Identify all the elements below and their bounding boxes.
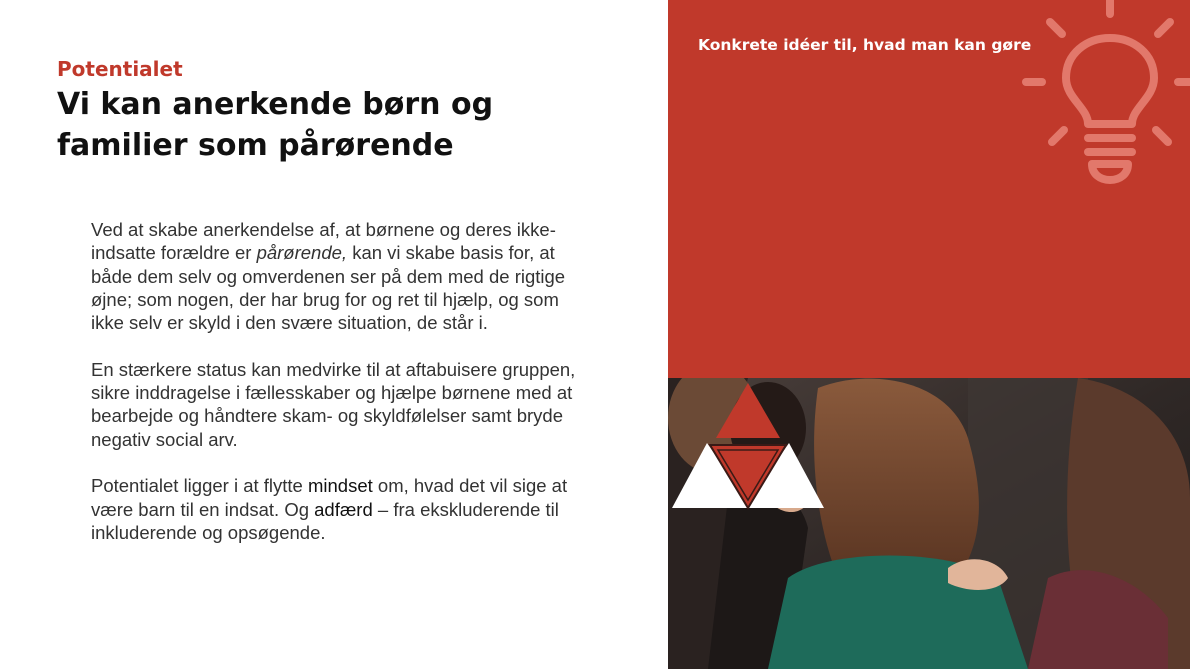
- paragraph-2: En stærkere status kan medvirke til at aftabuisere gruppen, sikre inddragelse i fællesskaber og hjælpe børnene med at bearbejde og håndtere skam- og skyldfølelser samt bryde negativ social arv.: [91, 358, 576, 450]
- paragraph-1: [91, 218, 591, 334]
- paragraph-3-text-a: Potentialet ligger i at flytte: [91, 475, 308, 497]
- keyword-adfaerd: adfærd: [314, 498, 373, 520]
- paragraph-3-text-b: om, hvad det vil sige at være barn til en indsat. Og: [91, 475, 568, 520]
- lightbulb-icon: [1018, 0, 1190, 190]
- ideas-heading: Konkrete idéer til, hvad man kan gøre: [698, 36, 1032, 54]
- ideas-panel: [668, 0, 1190, 378]
- body-text: [91, 218, 591, 567]
- paragraph-1-emphasis: pårørende,: [256, 242, 348, 264]
- keyword-mindset: mindset: [307, 475, 373, 497]
- paragraph-3-text-c: – fra ekskluderende til inkluderende og opsøgende.: [91, 498, 559, 543]
- paragraph-3: [91, 474, 591, 544]
- title-line-2: familier som pårørende: [57, 128, 454, 163]
- paragraph-1-text-a: Ved at skabe anerkendelse af, at børnene og deres ikke-indsatte forældre er: [91, 219, 556, 264]
- section-kicker: Potentialet: [57, 57, 183, 81]
- page-title: [57, 84, 617, 166]
- title-line-1: Vi kan anerkende børn og: [57, 87, 494, 122]
- photo-people-embracing: [668, 378, 1190, 669]
- paragraph-1-text-b: kan vi skabe basis for, at både dem selv og omverdenen ser på dem med de rigtige øjne; som nogen, der har brug for og ret til hjælp, og som ikke selv er skyld i den svære situation, de står i.: [91, 242, 566, 334]
- triangle-logo: [668, 378, 828, 518]
